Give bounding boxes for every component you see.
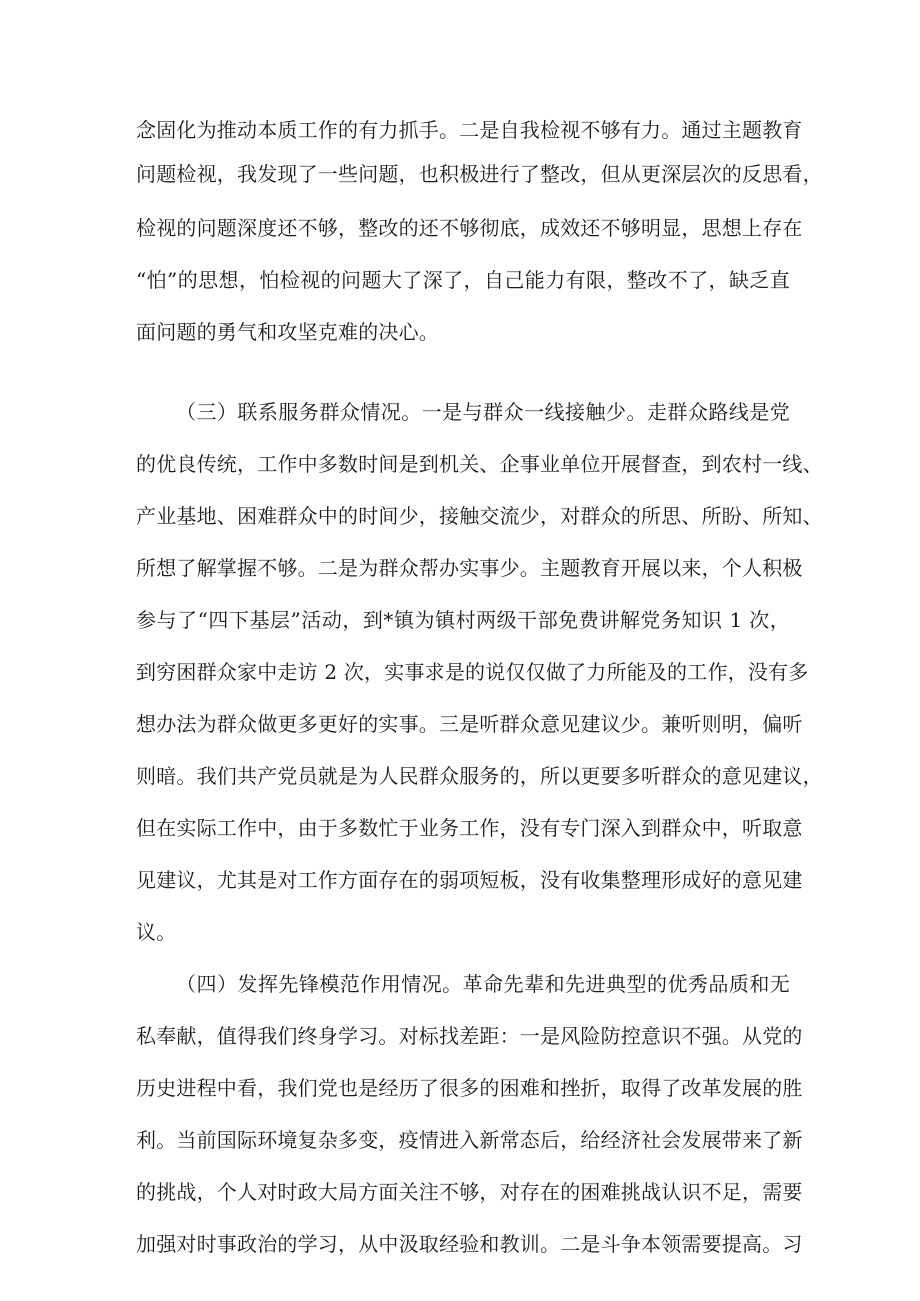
paragraph-line: 想办法为群众做更多更好的实事。三是听群众意见建议少。兼听则明，偏听 bbox=[136, 712, 803, 736]
paragraph-line: 但在实际工作中，由于多数忙于业务工作，没有专门深入到群众中，听取意 bbox=[136, 816, 803, 840]
paragraph-line: 见建议，尤其是对工作方面存在的弱项短板，没有收集整理形成好的意见建 bbox=[136, 868, 803, 892]
paragraph-line: 所想了解掌握不够。二是为群众帮办实事少。主题教育开展以来，个人积极 bbox=[136, 556, 803, 580]
paragraph-line: 议。 bbox=[136, 920, 177, 944]
paragraph-line: 私奉献，值得我们终身学习。对标找差距：一是风险防控意识不强。从党的 bbox=[136, 1024, 803, 1048]
paragraph-line: 利。当前国际环境复杂多变，疫情进入新常态后，给经济社会发展带来了新 bbox=[136, 1128, 803, 1152]
paragraph-line: 历史进程中看，我们党也是经历了很多的困难和挫折，取得了改革发展的胜 bbox=[136, 1076, 803, 1100]
paragraph-line: 的优良传统，工作中多数时间是到机关、企事业单位开展督查，到农村一线、 bbox=[136, 452, 823, 476]
paragraph-line: 加强对时事政治的学习，从中汲取经验和教训。二是斗争本领需要提高。习 bbox=[136, 1232, 803, 1256]
paragraph-line: 参与了“四下基层”活动，到*镇为镇村两级干部免费讲解党务知识 1 次， bbox=[136, 608, 790, 632]
paragraph-line: 检视的问题深度还不够，整改的还不够彻底，成效还不够明显，思想上存在 bbox=[136, 216, 803, 240]
paragraph-line: 的挑战，个人对时政大局方面关注不够，对存在的困难挑战认识不足，需要 bbox=[136, 1180, 803, 1204]
paragraph-line: 念固化为推动本质工作的有力抓手。二是自我检视不够有力。通过主题教育 bbox=[136, 118, 803, 142]
section-heading-line: （四）发挥先锋模范作用情况。革命先辈和先进典型的优秀品质和无 bbox=[176, 972, 790, 996]
paragraph-line: 到穷困群众家中走访 2 次，实事求是的说仅仅做了力所能及的工作，没有多 bbox=[136, 660, 809, 684]
paragraph-line: 面问题的勇气和攻坚克难的决心。 bbox=[136, 320, 439, 344]
section-heading-line: （三）联系服务群众情况。一是与群众一线接触少。走群众路线是党 bbox=[176, 400, 790, 424]
paragraph-line: 问题检视，我发现了一些问题，也积极进行了整改，但从更深层次的反思看， bbox=[136, 162, 823, 186]
paragraph-line: 则暗。我们共产党员就是为人民群众服务的，所以更要多听群众的意见建议， bbox=[136, 764, 823, 788]
paragraph-line: “怕”的思想，怕检视的问题大了深了，自己能力有限，整改不了，缺乏直 bbox=[136, 268, 790, 292]
paragraph-line: 产业基地、困难群众中的时间少，接触交流少，对群众的所思、所盼、所知、 bbox=[136, 504, 823, 528]
